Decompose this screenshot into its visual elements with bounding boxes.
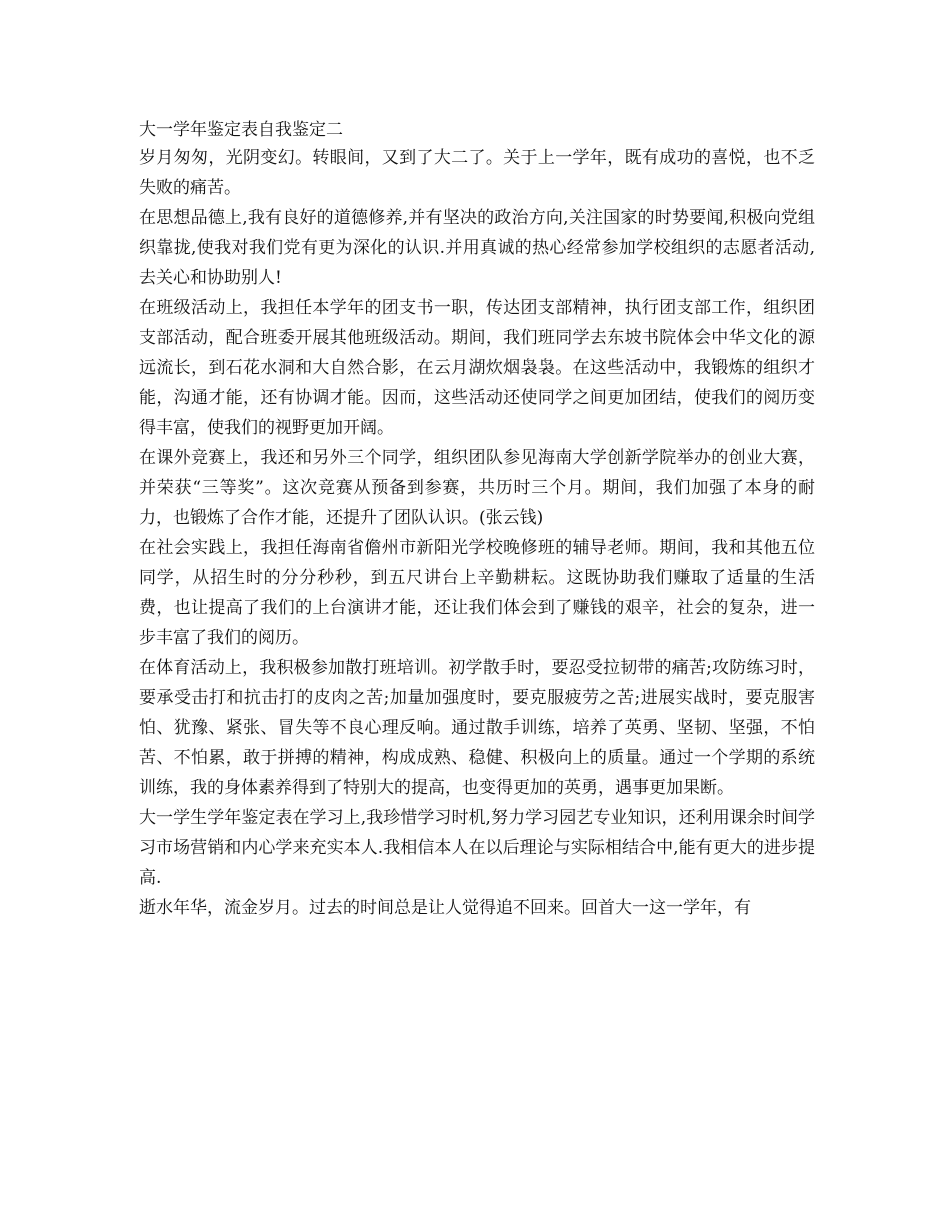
document-title: 大一学年鉴定表自我鉴定二	[139, 120, 343, 140]
paragraph-moral-character: 在思想品德上,我有良好的道德修养,并有坚决的政治方向,关注国家的时势要闻,积极向党组织靠拢,使我对我们党有更为深化的认识.并用真诚的热心经常参加学校组织的志愿者活动,去关心和协助别人!	[139, 208, 815, 288]
paragraph-competition: 在课外竞赛上，我还和另外三个同学，组织团队参见海南大学创新学院举办的创业大赛，并荣获“三等奖”。这次竞赛从预备到参赛，共历时三个月。期间，我们加强了本身的耐力，也锻炼了合作才能，还提升了团队认识。(张云钱)	[139, 448, 815, 528]
paragraph-class-activities: 在班级活动上，我担任本学年的团支书一职，传达团支部精神，执行团支部工作，组织团支部活动，配合班委开展其他班级活动。期间，我们班同学去东坡书院体会中华文化的源远流长，到石花水洞和大自然合影，在云月湖炊烟袅袅。在这些活动中，我锻炼的组织才能，沟通才能，还有协调才能。因而，这些活动还使同学之间更加团结，使我们的阅历变得丰富，使我们的视野更加开阔。	[139, 298, 815, 438]
paragraph-sports: 在体育活动上，我积极参加散打班培训。初学散手时，要忍受拉韧带的痛苦;攻防练习时，要承受击打和抗击打的皮肉之苦;加量加强度时，要克服疲劳之苦;进展实战时，要克服害怕、犹豫、紧张、冒失等不良心理反响。通过散手训练，培养了英勇、坚韧、坚强，不怕苦、不怕累，敢于拼搏的精神，构成成熟、稳健、积极向上的质量。通过一个学期的系统训练，我的身体素养得到了特别大的提高，也变得更加的英勇，遇事更加果断。	[139, 658, 815, 798]
paragraph-intro: 岁月匆匆，光阴变幻。转眼间，又到了大二了。关于上一学年，既有成功的喜悦，也不乏失败的痛苦。	[139, 148, 815, 198]
paragraph-social-practice: 在社会实践上，我担任海南省儋州市新阳光学校晚修班的辅导老师。期间，我和其他五位同学，从招生时的分分秒秒，到五尺讲台上辛勤耕耘。这既协助我们赚取了适量的生活费，也让提高了我们的上台演讲才能，还让我们体会到了赚钱的艰辛，社会的复杂，进一步丰富了我们的阅历。	[139, 538, 815, 648]
paragraph-study: 大一学生学年鉴定表在学习上,我珍惜学习时机,努力学习园艺专业知识，还利用课余时间学习市场营销和内心学来充实本人.我相信本人在以后理论与实际相结合中,能有更大的进步提高.	[139, 808, 815, 888]
paragraph-reflection: 逝水年华，流金岁月。过去的时间总是让人觉得追不回来。回首大一这一学年，有	[139, 898, 751, 918]
document-body	[139, 117, 815, 923]
